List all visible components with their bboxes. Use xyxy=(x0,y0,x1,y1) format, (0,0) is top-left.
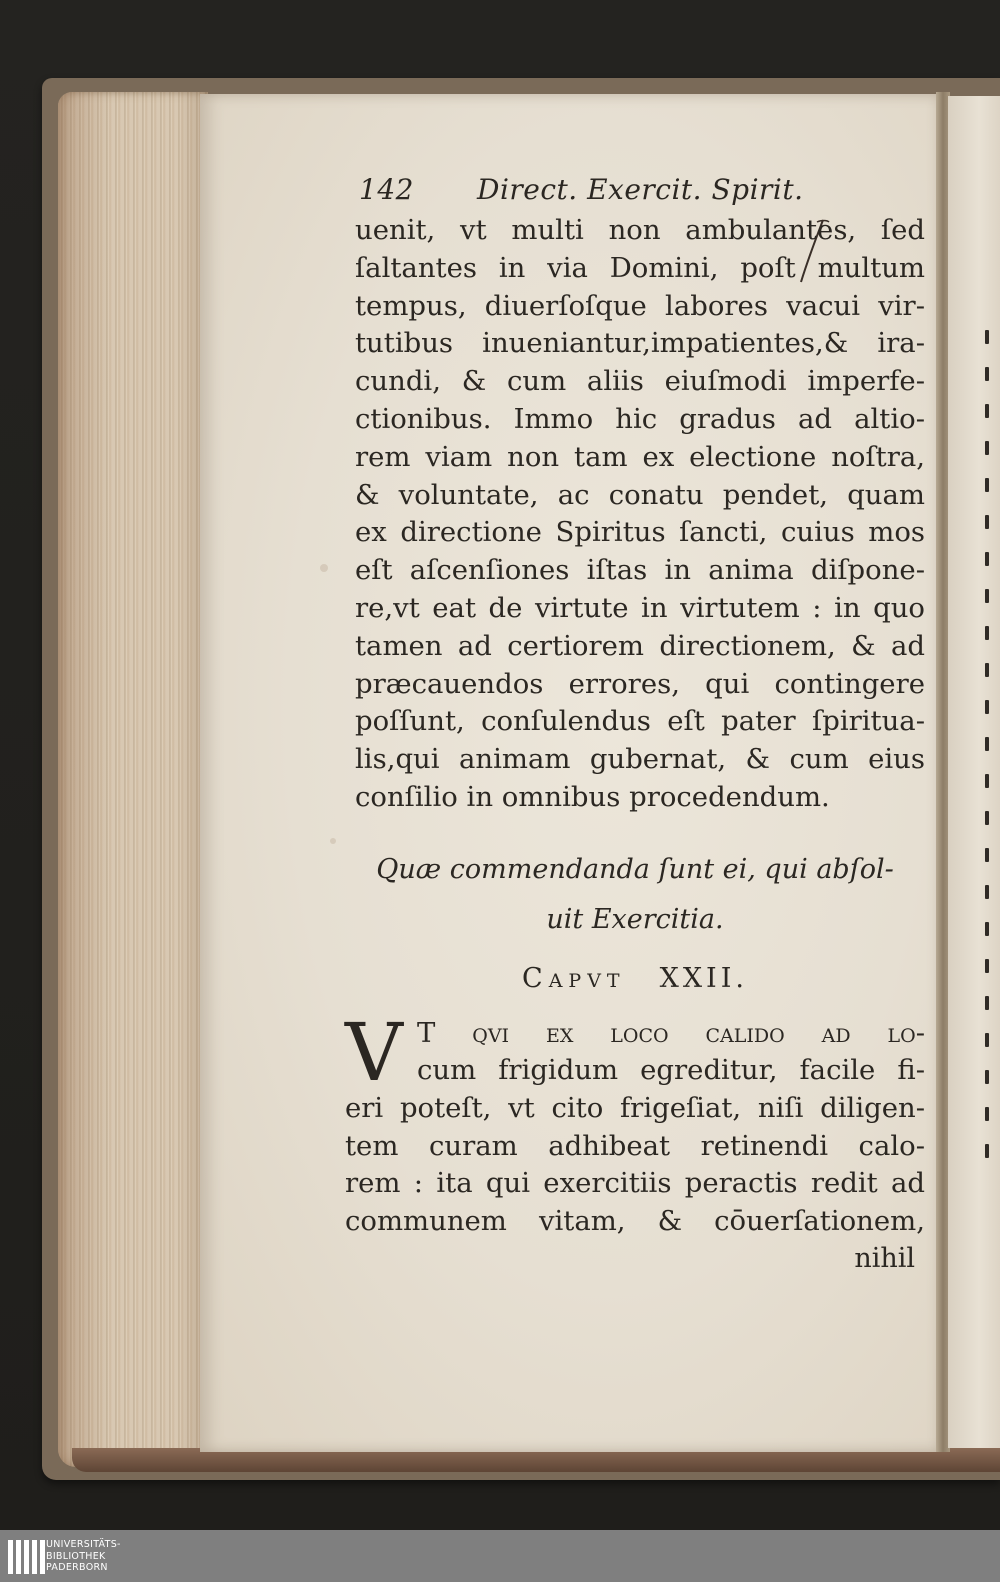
text-line: & voluntate, ac conatu pendet, quam xyxy=(355,478,925,511)
text-line: eſt aſcenſiones iſtas in anima diſpone- xyxy=(355,554,925,587)
section-subtitle-line: Quæ commendanda ſunt ei, qui abſol- xyxy=(376,853,894,885)
running-head xyxy=(359,168,925,212)
text-line: poſſunt, conſulendus eſt pater ſpiritua- xyxy=(355,705,925,738)
text-line: tempus, diuerſoſque labores vacui vir- xyxy=(355,289,925,322)
page-number: 142 xyxy=(359,173,414,206)
text-line: uenit, vt multi non ambulantes, ſed xyxy=(355,214,925,246)
text-line: eri poteſt, vt cito frigeſiat, niſi diligen- xyxy=(345,1091,925,1124)
chapter-title xyxy=(345,949,925,1009)
section-heading xyxy=(345,845,925,1009)
text-line: rem viam non tam ex electione noſtra, xyxy=(355,440,925,473)
text-line: lis,qui animam gubernat, & cum eius xyxy=(355,743,925,776)
logo-text-line: BIBLIOTHEK xyxy=(46,1550,106,1562)
text-line: tutibus inueniantur,impatientes,& ira- xyxy=(355,327,925,360)
text-line: conſilio in omnibus procedendum. xyxy=(355,780,830,813)
logo-text-line: UNIVERSITÄTS- xyxy=(46,1539,121,1550)
paragraph-1 xyxy=(355,212,925,817)
library-logo-icon xyxy=(8,1540,45,1574)
facing-page-text-marks xyxy=(985,330,997,1181)
logo-text-line: PADERBORN xyxy=(46,1562,108,1573)
catchword: nihil xyxy=(854,1243,915,1275)
paper-spot xyxy=(330,838,336,844)
library-footer-bar xyxy=(0,1530,1000,1582)
text-line: cundi, & cum aliis eiuſmodi imperfe- xyxy=(355,365,925,398)
text-line: tem curam adhibeat retinendi calo- xyxy=(345,1129,925,1162)
text-line: præcauendos errores, qui contingere xyxy=(355,667,925,700)
text-line: rem : ita qui exercitiis peractis redit ad xyxy=(345,1167,925,1200)
section-subtitle-line: uit Exercitia. xyxy=(546,903,724,935)
text-line: ex directione Spiritus ſancti, cuius mos xyxy=(355,516,925,549)
paragraph-2 xyxy=(345,1005,925,1279)
text-line: re,vt eat de virtute in virtutem : in quo xyxy=(355,591,925,624)
text-line: ctionibus. Immo hic gradus ad altio- xyxy=(355,402,925,435)
running-title: Direct. Exercit. Spirit. xyxy=(477,173,804,206)
text-line: ſaltantes in via Domini, poſt multum xyxy=(355,251,925,284)
paper-spot xyxy=(320,564,328,572)
chapter-number: XXII. xyxy=(659,962,748,994)
text-line: communem vitam, & cōuerſationem, xyxy=(345,1204,925,1237)
drop-cap: V xyxy=(345,1005,403,1099)
page-text xyxy=(345,168,925,1278)
text-line: tamen ad certiorem directionem, & ad xyxy=(355,629,925,662)
text-line: T qvi ex loco calido ad lo- xyxy=(417,1016,925,1049)
library-logo-text xyxy=(46,1539,121,1574)
chapter-word: Capvt xyxy=(522,962,626,994)
text-line: cum frigidum egreditur, facile fi- xyxy=(417,1054,925,1087)
page-edges xyxy=(58,92,208,1467)
